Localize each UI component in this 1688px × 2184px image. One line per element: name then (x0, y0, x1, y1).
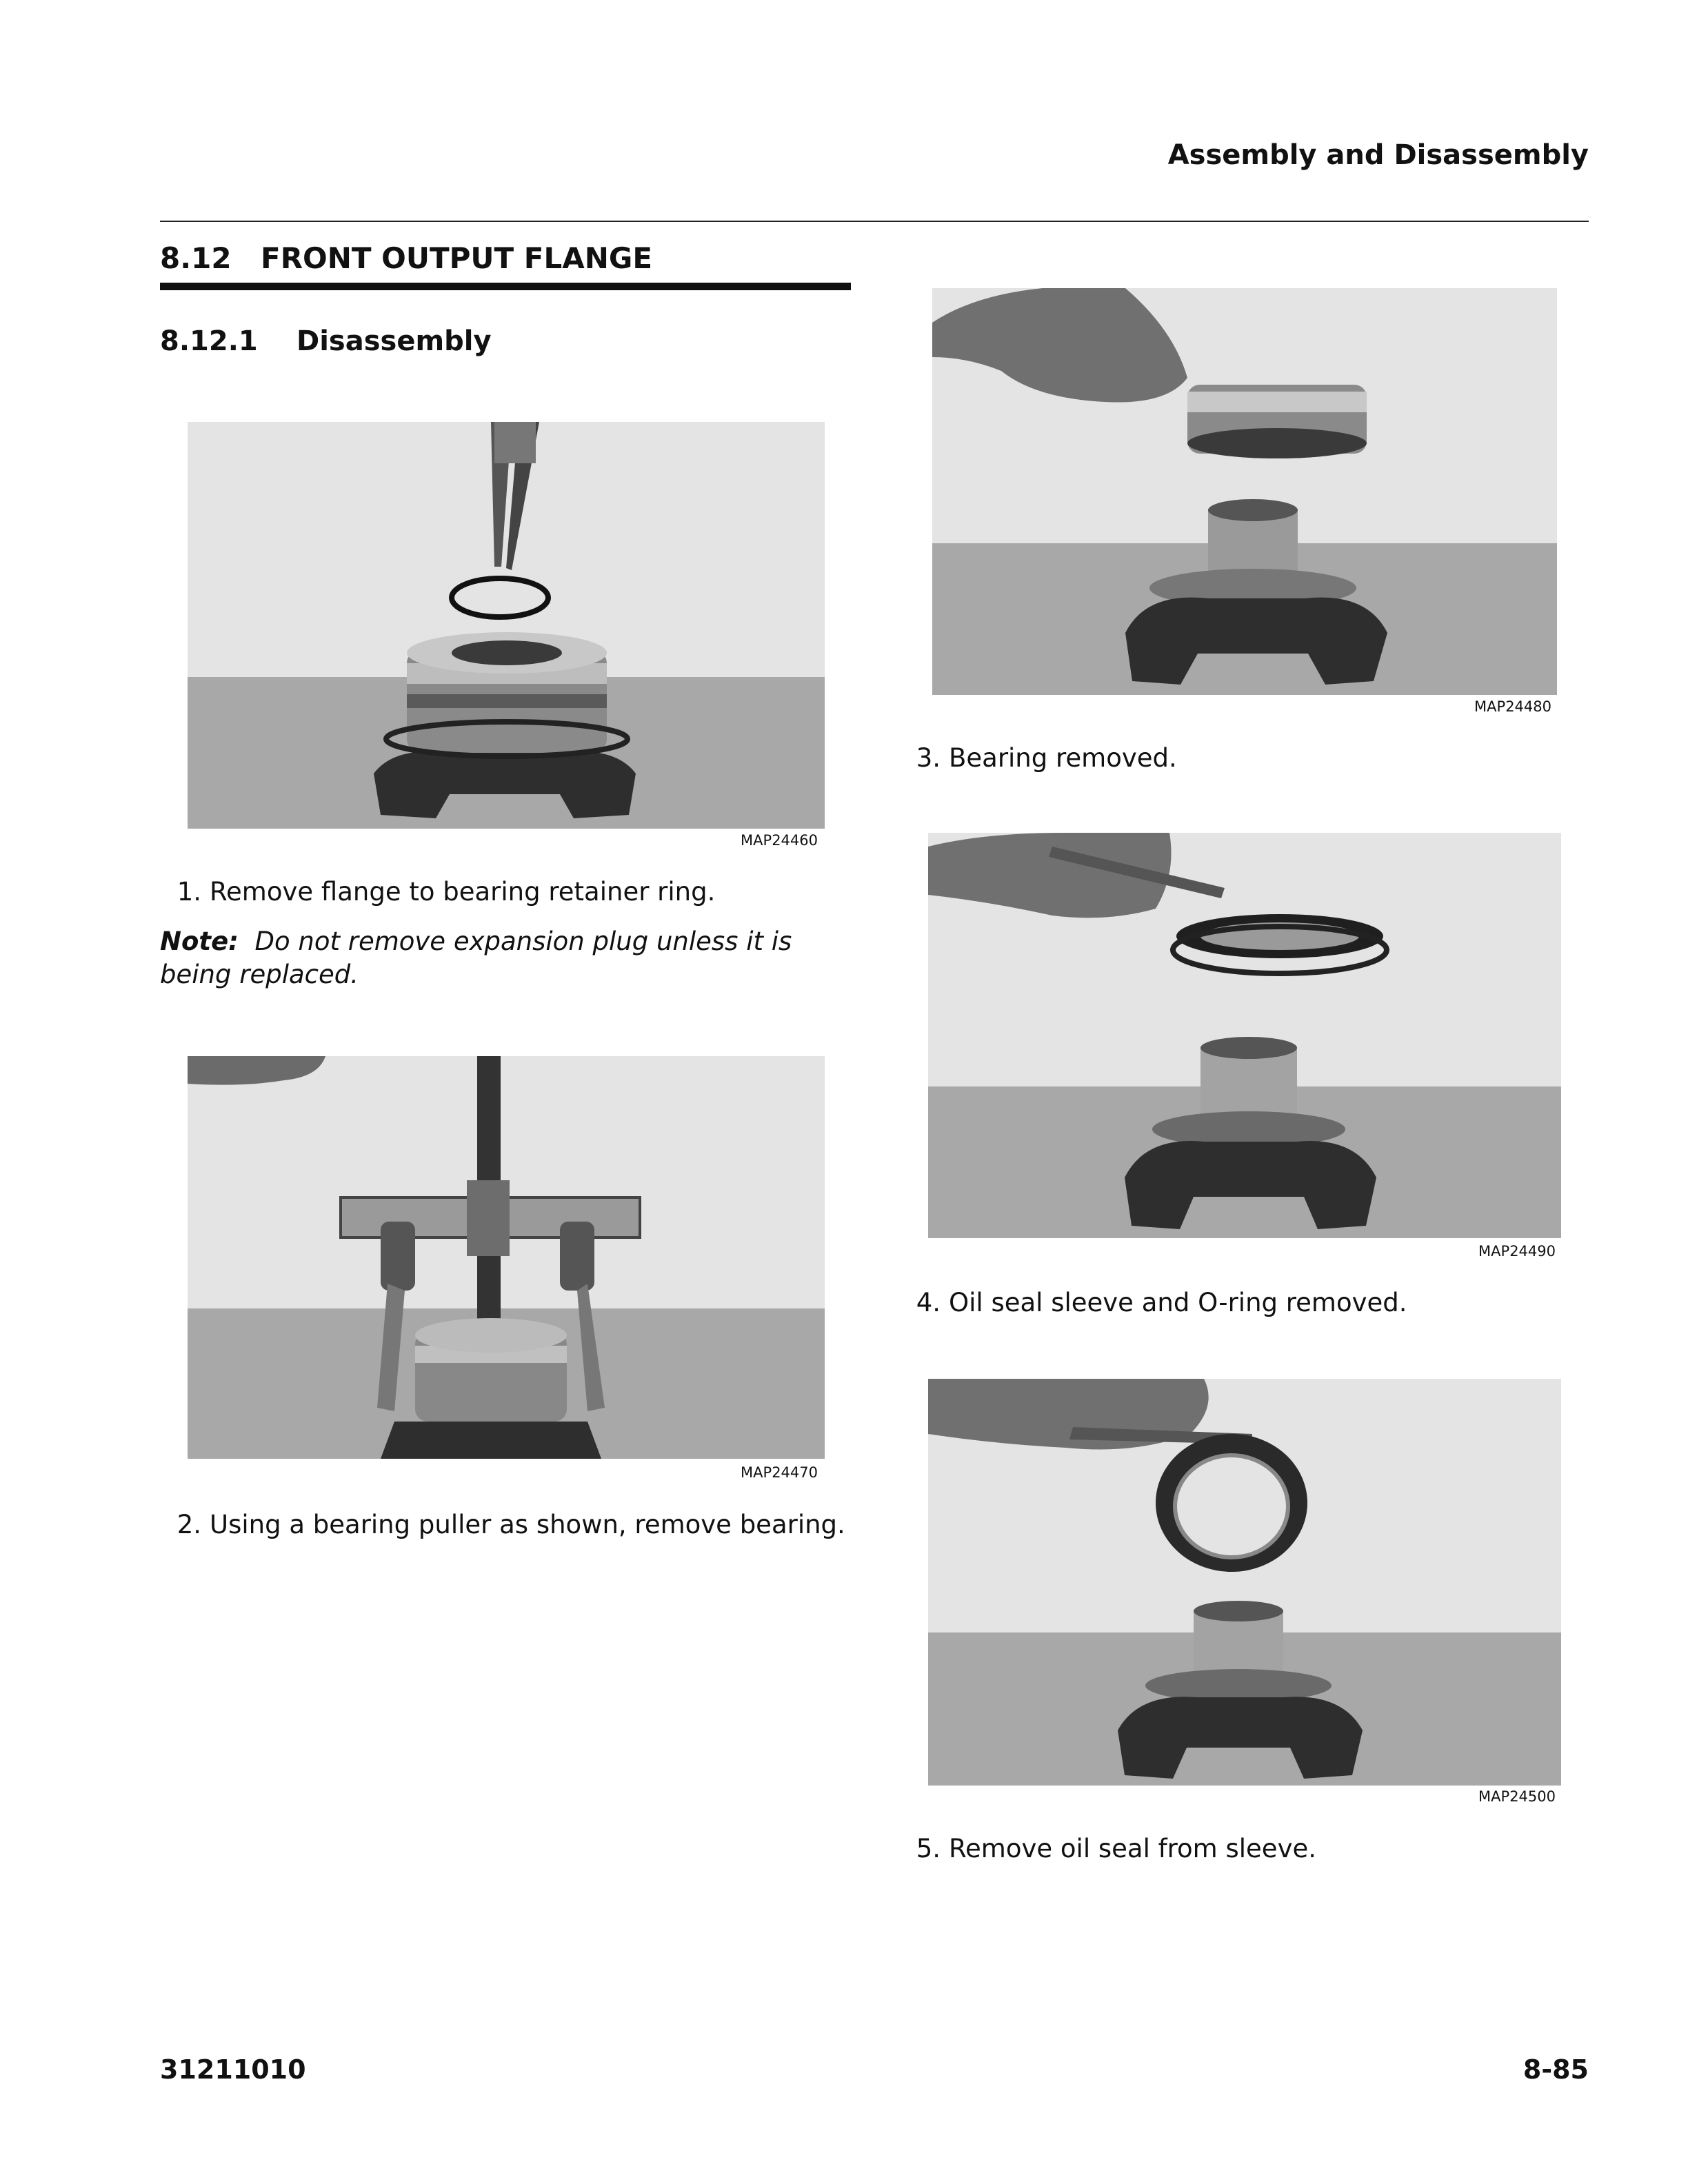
section-title: FRONT OUTPUT FLANGE (261, 241, 653, 275)
document-number: 31211010 (160, 2054, 306, 2085)
step-4 (899, 1288, 1407, 1317)
step-5 (899, 1834, 1316, 1863)
figure-id: MAP24490 (1478, 1243, 1556, 1260)
note (160, 925, 808, 991)
figure-id: MAP24470 (741, 1464, 818, 1481)
figure-id: MAP24460 (741, 832, 818, 849)
step-number: 4. (916, 1288, 941, 1317)
step-number: 2. (177, 1510, 201, 1539)
subsection-title: Disassembly (297, 325, 492, 357)
subsection-number: 8.12.1 (160, 325, 258, 357)
figure-photo-retainer-ring (188, 422, 825, 829)
figure-photo-bearing-puller (188, 1056, 825, 1459)
figure-id: MAP24500 (1478, 1788, 1556, 1805)
step-number: 3. (916, 743, 941, 773)
step-3 (899, 743, 1177, 773)
step-text: Remove oil seal from sleeve. (949, 1834, 1316, 1863)
note-label: Note: (160, 927, 239, 956)
step-1 (160, 877, 715, 907)
figure-photo-oil-seal-sleeve (928, 833, 1561, 1238)
section-heading (160, 241, 652, 275)
section-rule (160, 283, 851, 290)
figure-photo-bearing-removed (932, 288, 1557, 695)
step-number: 5. (916, 1834, 941, 1863)
step-text: Remove flange to bearing retainer ring. (210, 877, 716, 907)
page-number: 8-85 (1523, 2054, 1589, 2085)
step-2 (160, 1510, 845, 1539)
step-text: Bearing removed. (949, 743, 1177, 773)
note-text: Do not remove expansion plug unless it is being replaced. (160, 927, 792, 989)
section-number: 8.12 (160, 241, 232, 275)
step-number: 1. (177, 877, 201, 907)
step-text: Using a bearing puller as shown, remove bearing. (210, 1510, 845, 1539)
figure-id: MAP24480 (1474, 698, 1551, 715)
subsection-heading (160, 325, 492, 357)
step-text: Oil seal sleeve and O-ring removed. (949, 1288, 1407, 1317)
figure-photo-remove-oil-seal (928, 1379, 1561, 1786)
header-divider (160, 221, 1589, 222)
running-header: Assembly and Disassembly (1167, 139, 1589, 171)
